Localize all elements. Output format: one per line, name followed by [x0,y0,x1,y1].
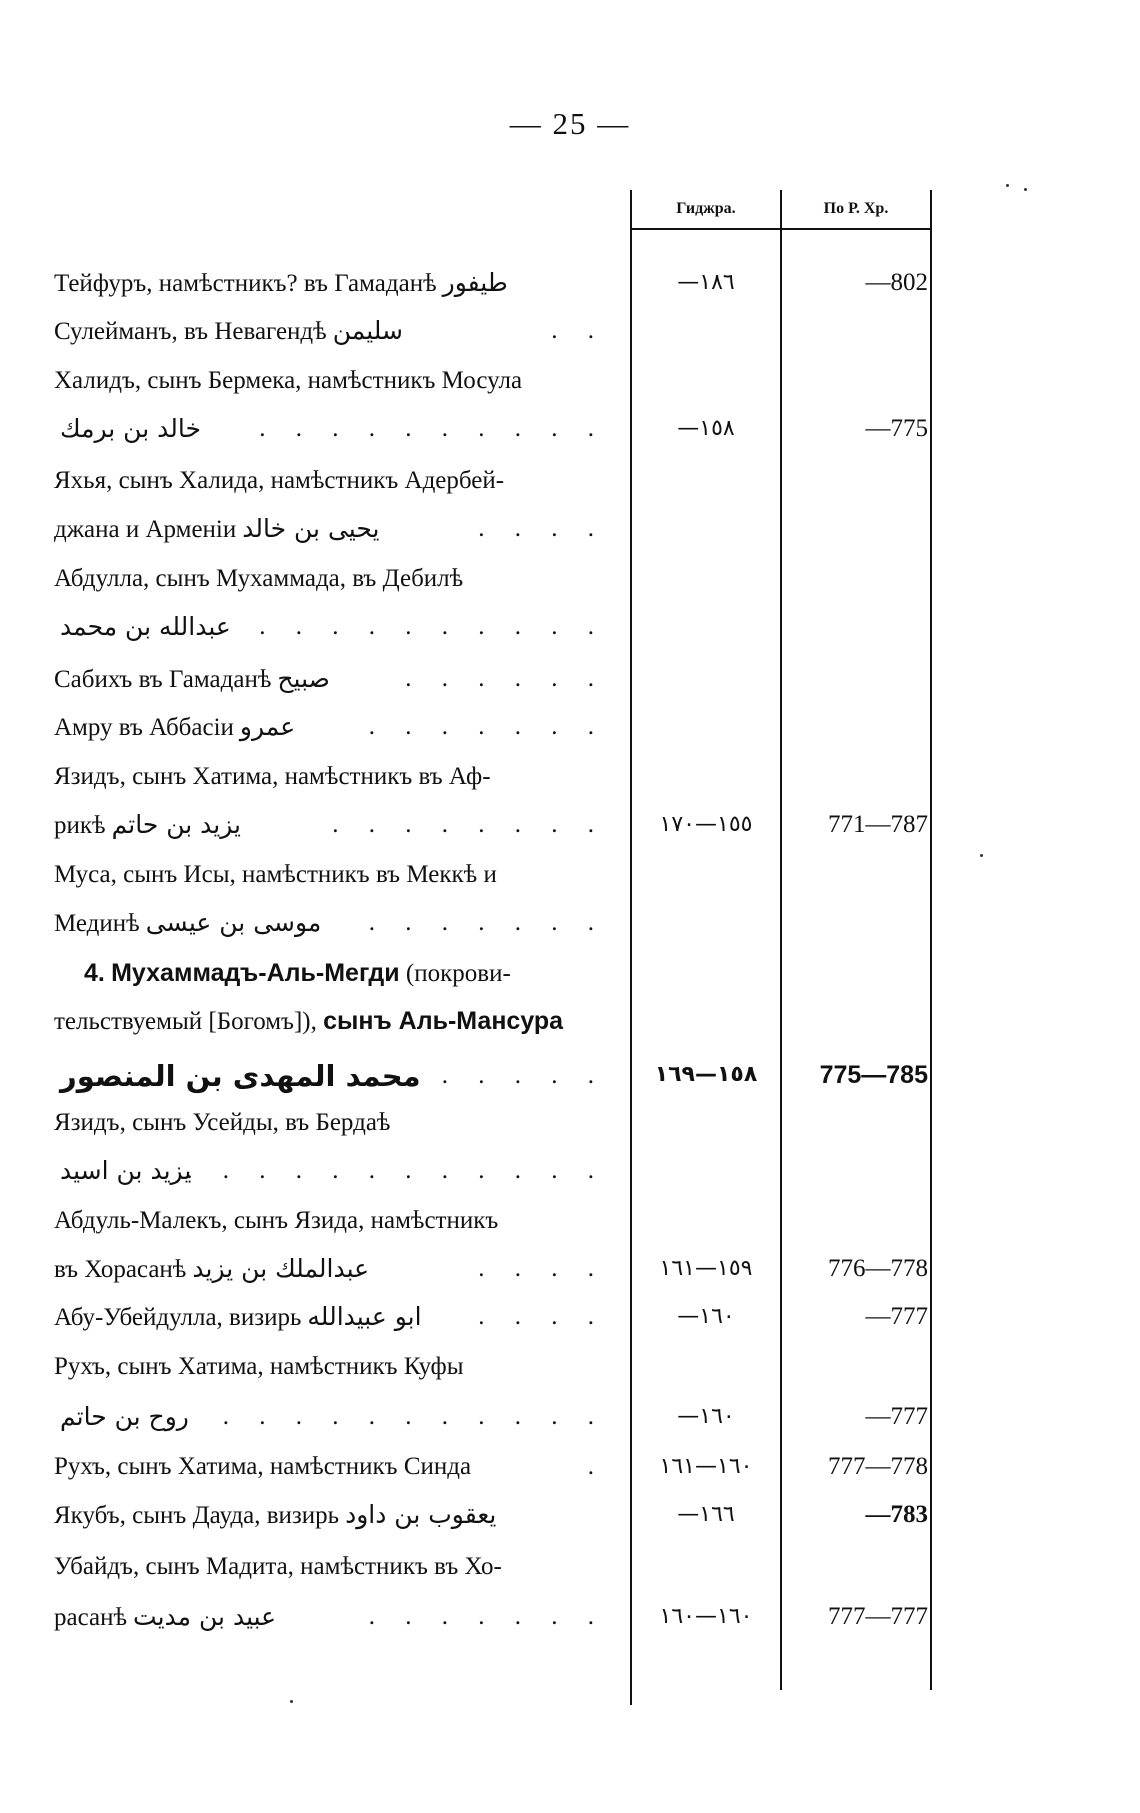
entry-line: рикѣ يزيد بن حاتم . . . . . . . . [54,810,606,839]
entry-line: خالد بن برمك . . . . . . . . . . [60,414,606,443]
entry-line: عبدالله بن محمد . . . . . . . . . . [60,612,606,641]
christian-year: 777—778 [828,1453,928,1480]
entry-line: Рухъ, сынъ Хатима, намѣстникъ Куфы [54,1353,464,1380]
entry-line: Сабихъ въ Гамаданѣ صبيح . . . . . . [54,664,606,693]
hijra-date: ١٥٥—١٧٠ [659,812,753,837]
arabic-name: عبيد بن مديت [133,1602,277,1631]
table-mid-rule [780,190,782,1690]
christian-year: —777 [865,1303,928,1330]
table-right-rule [930,190,932,1690]
entry-line: Яхья, сынъ Халида, намѣстникъ Адербей- [54,467,505,494]
print-speck [290,1700,293,1703]
christian-year: 775—785 [819,1061,928,1089]
entry-line: Мединѣ موسى بن عيسى . . . . . . . [54,908,606,937]
arabic-name: عبدالله بن محمد [60,612,231,641]
column-head-christian: По Р. Хр. [823,200,889,217]
entry-line: Убайдъ, сынъ Мадита, намѣстникъ въ Хо- [54,1553,502,1580]
entry-line: Сулейманъ, въ Невагендѣ سليمن . . [54,316,606,345]
arabic-name: سليمن [332,316,403,345]
arabic-name: يزيد بن حاتم [111,810,241,839]
print-speck [980,854,983,857]
table-left-rule [630,190,632,1705]
entry-line: Абдуль-Малекъ, сынъ Язида, намѣстникъ [54,1207,499,1234]
entry-line: расанѣ عبيد بن مديت . . . . . . . [54,1602,606,1631]
arabic-name: ابو عبيدالله [307,1302,422,1331]
hijra-date: —١٨٦ [677,270,735,295]
arabic-name: عمرو [239,712,296,741]
entry-line: джана и Арменіи يحيى بن خالد . . . . [54,514,606,543]
entry-line: روح بن حاتم . . . . . . . . . . . [60,1402,606,1431]
entry-line: Амру въ Аббасіи عمرو . . . . . . . [54,712,606,741]
header-bottom-rule [630,228,932,230]
arabic-name: صبيح [277,664,330,693]
section-heading: 4. Мухаммадъ-Аль-Мегди (покрови- [84,959,511,987]
hijra-date: —١٦٠ [677,1404,735,1429]
christian-year: —802 [865,269,928,296]
entry-line: Рухъ, сынъ Хатима, намѣстникъ Синда . [54,1453,606,1480]
entry-line: Абдулла, сынъ Мухаммада, въ Дебилѣ [54,565,464,592]
hijra-date: ١٦٠—١٦١ [659,1454,753,1479]
entry-line: Язидъ, сынъ Усейды, въ Бердаѣ [54,1109,391,1136]
arabic-name: يزيد بن اسيد [60,1156,192,1185]
column-head-hijra: Гиджра. [676,200,736,217]
hijra-date: ١٥٨—١٦٩ [654,1062,758,1087]
arabic-name: محمد المهدى بن المنصور [60,1059,421,1093]
entry-line: Халидъ, сынъ Бермека, намѣстникъ Мосула [54,367,523,394]
arabic-name: خالد بن برمك [60,414,201,443]
arabic-name: روح بن حاتم [60,1402,189,1431]
christian-year: 771—787 [828,811,928,838]
hijra-date: —١٦٦ [677,1502,735,1527]
arabic-name: موسى بن عيسى [145,908,322,937]
entry-line: يزيد بن اسيد . . . . . . . . . . . . [60,1156,606,1185]
christian-year: 776—778 [828,1255,928,1282]
arabic-name: عبدالملك بن يزيد [192,1254,370,1283]
entry-line: въ Хорасанѣ عبدالملك بن يزيد . . . . [54,1254,606,1283]
christian-year: —775 [865,415,928,442]
entry-line: Язидъ, сынъ Хатима, намѣстникъ въ Аф- [54,763,491,790]
entry-line: Якубъ, сынъ Дауда, визирь يعقوب بن داود [54,1500,497,1529]
entry-line: Муса, сынъ Исы, намѣстникъ въ Меккѣ и [54,861,497,888]
print-speck [1006,184,1009,187]
hijra-date: ١٥٩—١٦١ [659,1256,753,1281]
section-heading-cont: тельствуемый [Богомъ]), сынъ Аль-Мансура [54,1007,564,1035]
christian-year: 777—777 [828,1603,928,1630]
arabic-name: يحيى بن خالد [242,514,380,543]
print-speck [1024,188,1027,191]
hijra-date: —١٦٠ [677,1304,735,1329]
entry-line: Абу-Убейдулла, визирь ابو عبيدالله . . . . [54,1302,606,1331]
arabic-name: يعقوب بن داود [345,1500,497,1529]
christian-year: —783 [865,1501,928,1528]
arabic-name: طيفور [442,268,508,297]
hijra-date: ١٦٠—١٦٠ [659,1604,753,1629]
christian-year: —777 [865,1403,928,1430]
entry-line: محمد المهدى بن المنصور . . . . . [60,1059,606,1093]
page-number: — 25 — [509,106,631,141]
hijra-date: —١٥٨ [677,416,735,441]
entry-line: Тейфуръ, намѣстникъ? въ Гамаданѣ طيفور [54,268,508,297]
